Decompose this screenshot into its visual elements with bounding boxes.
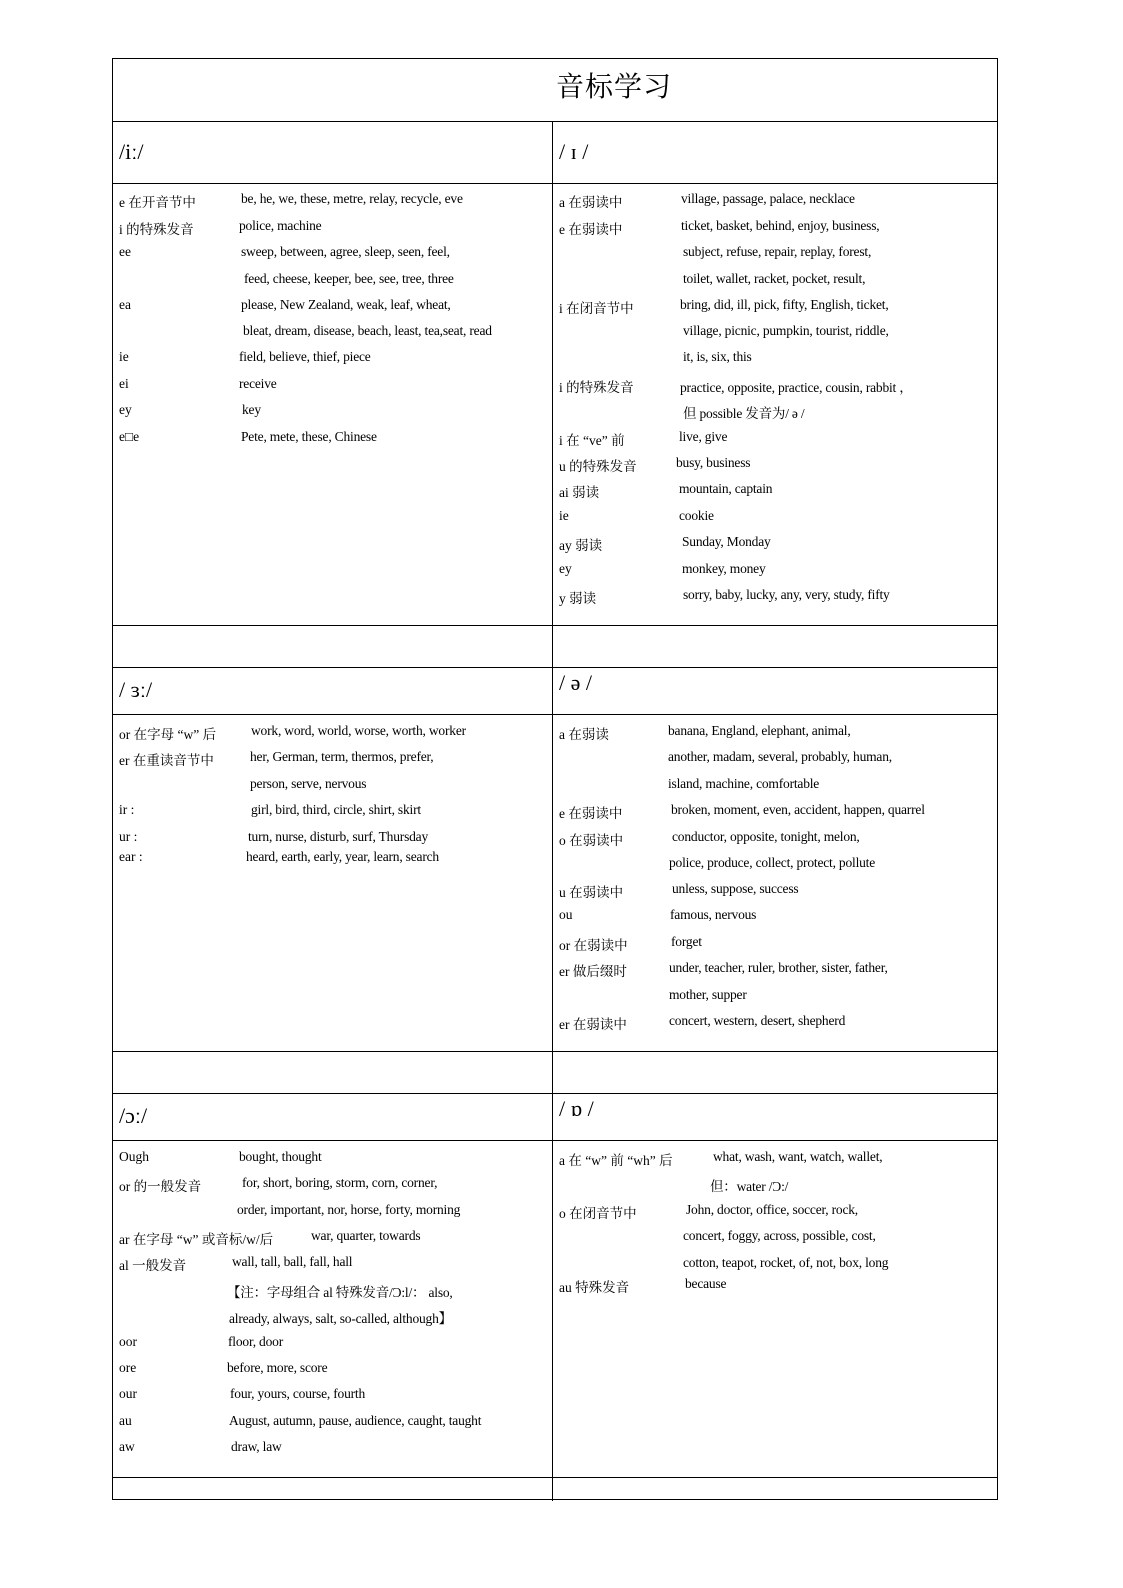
- example-words: key: [242, 402, 261, 417]
- example-words: police, produce, collect, protect, pollute: [669, 855, 876, 870]
- example-words: sweep, between, agree, sleep, seen, feel,: [241, 244, 450, 259]
- row-divider: [113, 1051, 997, 1052]
- example-words: unless, suppose, success: [672, 881, 799, 896]
- row-label: ore: [119, 1360, 137, 1375]
- example-words: bring, did, ill, pick, fifty, English, ticket,: [680, 297, 889, 312]
- example-words: mountain, captain: [679, 481, 773, 496]
- row-label: er 做后缀时: [559, 964, 627, 979]
- example-words: cotton, teapot, rocket, of, not, box, long: [683, 1255, 889, 1270]
- row-label: ir :: [119, 802, 135, 817]
- example-words: wall, tall, ball, fall, hall: [232, 1254, 353, 1269]
- example-words: what, wash, want, watch, wallet,: [713, 1149, 883, 1164]
- example-words: 但 possible 发音为/ ə /: [683, 406, 805, 421]
- row-label: ie: [119, 349, 129, 364]
- example-words: before, more, score: [227, 1360, 328, 1375]
- row-divider: [113, 667, 997, 668]
- row-label: or 在字母 “w” 后: [119, 727, 217, 742]
- example-words: famous, nervous: [670, 907, 757, 922]
- row-label: e 在开音节中: [119, 195, 196, 210]
- phonetic-symbol-i-short: / ɪ /: [559, 139, 589, 164]
- title-row: [113, 59, 997, 122]
- example-words: cookie: [679, 508, 714, 523]
- row-label: i 在 “ve” 前: [559, 433, 625, 448]
- row-label: ei: [119, 376, 129, 391]
- row-label: e 在弱读中: [559, 806, 623, 821]
- example-words: please, New Zealand, weak, leaf, wheat,: [241, 297, 451, 312]
- phonetic-symbol-aw-long: /ɔː/: [119, 1103, 148, 1128]
- example-words: banana, England, elephant, animal,: [668, 723, 851, 738]
- example-words: order, important, nor, horse, forty, morning: [237, 1202, 461, 1217]
- example-words: her, German, term, thermos, prefer,: [250, 749, 434, 764]
- example-words: Sunday, Monday: [682, 534, 771, 549]
- example-words: busy, business: [676, 455, 751, 470]
- row-divider: [113, 1093, 997, 1094]
- example-words: person, serve, nervous: [250, 776, 367, 791]
- phonetic-symbol-o-short: / ɒ /: [559, 1096, 594, 1121]
- example-words: for, short, boring, storm, corn, corner,: [242, 1175, 438, 1190]
- example-words: floor, door: [228, 1334, 283, 1349]
- example-words: feed, cheese, keeper, bee, see, tree, three: [244, 271, 454, 286]
- row-label: ar 在字母 “w” 或音标/w/后: [119, 1232, 274, 1247]
- example-words: practice, opposite, practice, cousin, rabbit ，: [680, 380, 913, 395]
- row-label: a 在 “w” 前 “wh” 后: [559, 1153, 673, 1168]
- row-label: i 在闭音节中: [559, 301, 634, 316]
- row-divider: [113, 1477, 997, 1478]
- example-words: concert, foggy, across, possible, cost,: [683, 1228, 876, 1243]
- row-label: u 在弱读中: [559, 885, 624, 900]
- example-words: be, he, we, these, metre, relay, recycle, eve: [241, 191, 463, 206]
- example-words: another, madam, several, probably, human,: [668, 749, 892, 764]
- row-label: a 在弱读中: [559, 195, 623, 210]
- row-label: ie: [559, 508, 569, 523]
- example-words: field, believe, thief, piece: [239, 349, 371, 364]
- row-label: a 在弱读: [559, 727, 609, 742]
- row-label: or 的一般发音: [119, 1179, 202, 1194]
- example-words: toilet, wallet, racket, pocket, result,: [683, 271, 866, 286]
- row-label: o 在弱读中: [559, 833, 624, 848]
- example-words: concert, western, desert, shepherd: [669, 1013, 846, 1028]
- example-words: August, autumn, pause, audience, caught, taught: [229, 1413, 482, 1428]
- row-label: ai 弱读: [559, 485, 600, 500]
- example-words: under, teacher, ruler, brother, sister, father,: [669, 960, 888, 975]
- row-label: our: [119, 1386, 137, 1401]
- column-divider: [552, 121, 553, 1501]
- example-words: village, passage, palace, necklace: [681, 191, 855, 206]
- example-words: receive: [239, 376, 277, 391]
- example-words: conductor, opposite, tonight, melon,: [672, 829, 860, 844]
- row-label: au: [119, 1413, 132, 1428]
- example-words: monkey, money: [682, 561, 766, 576]
- row-label: o 在闭音节中: [559, 1206, 637, 1221]
- row-label: ur :: [119, 829, 138, 844]
- example-words: war, quarter, towards: [311, 1228, 421, 1243]
- row-label: al 一般发音: [119, 1258, 187, 1273]
- row-label: er 在重读音节中: [119, 753, 214, 768]
- phonetic-symbol-er-long: / ɜː/: [119, 677, 153, 702]
- row-divider: [113, 714, 997, 715]
- row-label: y 弱读: [559, 591, 597, 606]
- example-words: broken, moment, even, accident, happen, quarrel: [671, 802, 925, 817]
- phonetics-table: [112, 58, 998, 1500]
- annotation-note: already, always, salt, so-called, although】: [229, 1311, 452, 1326]
- row-label: ou: [559, 907, 573, 922]
- example-words: island, machine, comfortable: [668, 776, 820, 791]
- row-label: ear :: [119, 849, 143, 864]
- row-divider: [113, 183, 997, 184]
- example-words: live, give: [679, 429, 728, 444]
- row-label: oor: [119, 1334, 137, 1349]
- example-words: turn, nurse, disturb, surf, Thursday: [248, 829, 429, 844]
- example-words: police, machine: [239, 218, 322, 233]
- example-words: four, yours, course, fourth: [230, 1386, 366, 1401]
- example-words: subject, refuse, repair, replay, forest,: [683, 244, 872, 259]
- row-label: ay 弱读: [559, 538, 603, 553]
- row-label: aw: [119, 1439, 135, 1454]
- page-title: 音标学习: [556, 72, 673, 103]
- row-label: e 在弱读中: [559, 222, 623, 237]
- example-words: ticket, basket, behind, enjoy, business,: [681, 218, 880, 233]
- row-label: ea: [119, 297, 131, 312]
- row-label: ee: [119, 244, 131, 259]
- example-words: forget: [671, 934, 702, 949]
- annotation-note: 【注：字母组合 al 特殊发音/Ɔ:l/： also,: [227, 1285, 453, 1300]
- row-divider: [113, 1140, 997, 1141]
- row-label: Ough: [119, 1149, 149, 1164]
- phonetic-symbol-i-long: /iː/: [119, 139, 144, 164]
- example-words: John, doctor, office, soccer, rock,: [686, 1202, 858, 1217]
- example-words: draw, law: [231, 1439, 282, 1454]
- phonetic-symbol-schwa: / ə /: [559, 670, 592, 695]
- row-label: or 在弱读中: [559, 938, 628, 953]
- example-words: village, picnic, pumpkin, tourist, riddle,: [683, 323, 889, 338]
- row-label: er 在弱读中: [559, 1017, 627, 1032]
- row-label: ey: [119, 402, 132, 417]
- row-label: au 特殊发音: [559, 1280, 630, 1295]
- row-label: i 的特殊发音: [559, 380, 634, 395]
- example-words: 但：water /Ɔ:/: [710, 1179, 789, 1194]
- row-label: u 的特殊发音: [559, 459, 637, 474]
- example-words: mother, supper: [669, 987, 747, 1002]
- example-words: sorry, baby, lucky, any, very, study, fifty: [683, 587, 890, 602]
- row-label: i 的特殊发音: [119, 222, 194, 237]
- example-words: work, word, world, worse, worth, worker: [251, 723, 466, 738]
- example-words: bleat, dream, disease, beach, least, tea,seat, read: [243, 323, 492, 338]
- example-words: because: [685, 1276, 727, 1291]
- example-words: girl, bird, third, circle, shirt, skirt: [251, 802, 421, 817]
- example-words: heard, earth, early, year, learn, search: [246, 849, 439, 864]
- example-words: it, is, six, this: [683, 349, 752, 364]
- row-divider: [113, 625, 997, 626]
- example-words: Pete, mete, these, Chinese: [241, 429, 377, 444]
- row-label: e□e: [119, 429, 140, 444]
- row-label: ey: [559, 561, 572, 576]
- example-words: bought, thought: [239, 1149, 322, 1164]
